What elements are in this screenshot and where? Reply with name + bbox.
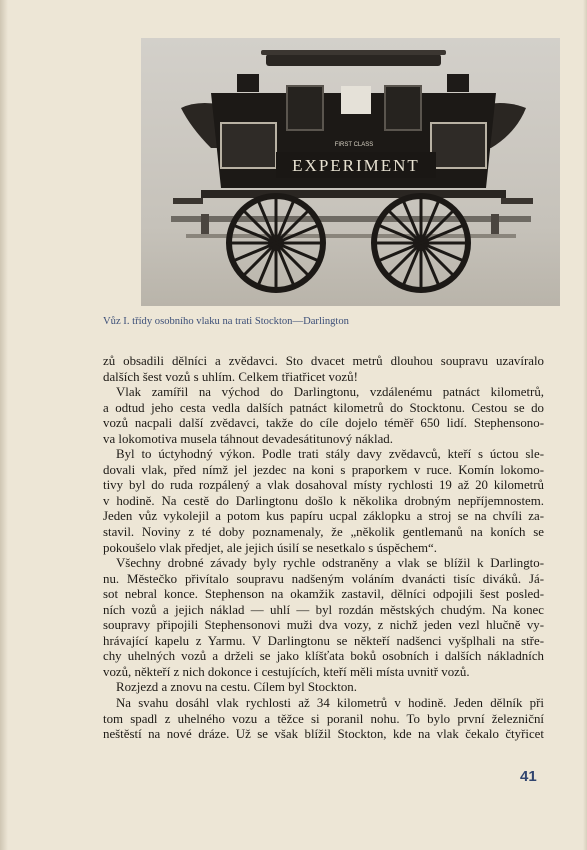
- text-line: pokoušelo vlak předjet, ale jejich úsilí se nesetkalo s úspěchem“.: [103, 540, 437, 555]
- text-line: tivy byl do ruda rozpálený a vlak dosahoval místy rychlosti 19 až 20 kilometrů: [103, 478, 544, 493]
- page-gutter-shadow: [0, 0, 8, 850]
- page-edge-shadow: [583, 0, 587, 850]
- text-line: Jeden vůz vykolejil a potom kus papíru ucpal záklopku a stroj se na chvíli za-: [103, 509, 544, 524]
- text-line: dovali vlak, před nímž jel jezdec na koni s praporkem v ruce. Komín lokomo-: [103, 462, 544, 477]
- text-line: stavil. Noviny z té doby poznamenaly, že „několik gentlemanů na koních se: [103, 525, 544, 540]
- right-wheel: [374, 196, 468, 290]
- text-line: chy uhelných vozů a drželi se jako klíšťata boků osobních i dalších nákladních: [103, 649, 544, 664]
- page-number: 41: [520, 768, 537, 785]
- text-line: nu. Městečko přivítalo soupravu nadšeným voláním dvanácti tisíc diváků. Já-: [103, 571, 544, 586]
- text-line: hrávající kapelu z Yarmu. V Darlingtonu se někteří nadšenci vyšplhali na stře-: [103, 633, 544, 648]
- text-line: Všechny drobné závady byly rychle odstraněny a vlak se blížil k Darlingto-: [116, 556, 544, 571]
- door-label: FIRST CLASS: [334, 142, 374, 148]
- carriage-photo: [141, 38, 560, 306]
- text-line: vozů, někteří z nich dokonce i cestujících, kteří měli místa uvnitř vozů.: [103, 664, 470, 679]
- text-line: v hodině. Na cestě do Darlingtonu došlo k několika drobným nepříjemnostem.: [103, 493, 544, 508]
- carriage-sign: EXPERIMENT: [292, 156, 420, 175]
- text-line: zů obsadili dělníci a zvědavci. Sto dvacet metrů dlouhou soupravu uzavíralo: [103, 354, 544, 368]
- text-line: vozů nacpali další zvědavci, takže do cíle dojelo téměř 650 lidí. Stephensono-: [103, 416, 544, 431]
- text-line: tom spadl z uhelného vozu a těžce si poranil nohu. To bylo první železniční: [103, 711, 544, 726]
- text-line: va lokomotiva musela táhnout devadesátitunový náklad.: [103, 431, 393, 446]
- left-wheel: [229, 196, 323, 290]
- text-line: dalších šest vozů s uhlím. Celkem třiatřicet vozů!: [103, 369, 358, 384]
- text-line: Na svahu dosáhl vlak rychlosti až 34 kilometrů v hodině. Jeden dělník při: [116, 696, 544, 711]
- text-line: neštěstí na nové dráze. Už se však blížil Stockton, kde na vlak čekalo čtyřicet: [103, 727, 544, 742]
- text-line: sot nebral konce. Stephenson na okamžik zastavil, dělníci odpojili šest posled-: [103, 587, 544, 602]
- text-line: soupravy připojili Stephensonovi muži dva vozy, z nichž jeden vezl hlučně vy-: [103, 618, 544, 633]
- figure-caption: Vůz I. třídy osobního vlaku na trati Stockton—Darlington: [103, 316, 349, 327]
- text-line: a odtud jeho cesta vedla dalších patnáct kilometrů do Stocktonu. Cestou se do: [103, 400, 544, 415]
- text-line: Rozjezd a znovu na cestu. Cílem byl Stockton.: [116, 680, 357, 695]
- text-line: ních vozů a jejich náklad — uhlí — byl rozdán městských chudým. Na konec: [103, 602, 544, 617]
- text-line: Byl to úctyhodný výkon. Podle trati stály davy zvědavců, kteří s úctou sle-: [116, 447, 544, 462]
- body-text: [103, 354, 544, 743]
- text-line: Vlak zamířil na východ do Darlingtonu, vzdálenému patnáct kilometrů,: [116, 385, 544, 400]
